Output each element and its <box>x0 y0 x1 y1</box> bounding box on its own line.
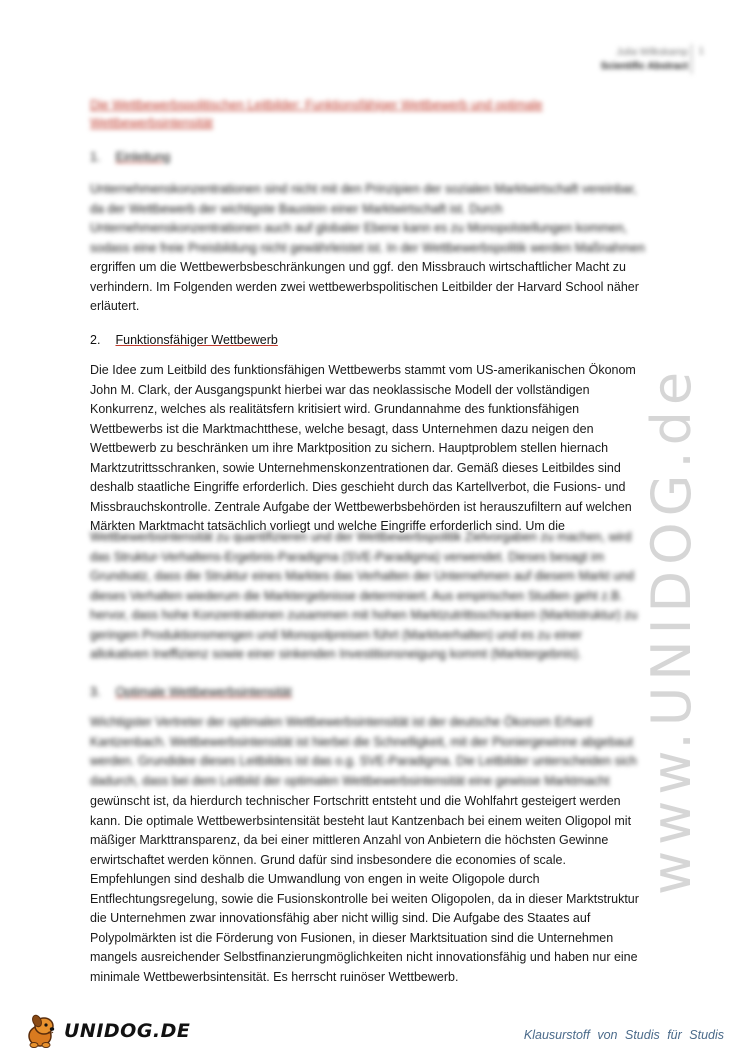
text-line: mangels ausreichender Selbstfinanzierungmöglichkeiten nicht innovationsfähig und haben nur eine <box>90 950 638 964</box>
author-name: Julia Wilkskamp <box>616 47 688 58</box>
section-title: Funktionsfähiger Wettbewerb <box>115 333 278 347</box>
text-line: sodass eine freie Preisbildung nicht gewährleistet ist. In der Wettbewerbspolitik werden Maßnahmen <box>90 240 645 255</box>
text-line: ergriffen um die Wettbewerbsbeschränkungen und ggf. den Missbrauch wirtschaftlicher Macht zu <box>90 260 626 274</box>
paragraph-optimal-intensity <box>90 792 665 987</box>
text-line: Konkurrenz, welches als realitätsfern kritisiert wird. Grundannahme des funktionsfähigen <box>90 402 580 416</box>
text-line: John M. Clark, der Ausgangspunkt hierbei war das neoklassische Modell der vollständigen <box>90 382 590 397</box>
dog-icon <box>22 1012 62 1050</box>
text-line: Märkten Marktmacht tatsächlich vorliegt und welche Eingriffe erforderlich sind. Um die <box>90 519 565 533</box>
section-number: 1. <box>90 150 101 164</box>
text-line: dadurch, dass bei dem Leitbild der optimalen Wettbewerbsintensität eine gewisse Marktmacht <box>90 773 610 788</box>
paragraph-optimal-intensity-blurred <box>90 713 665 791</box>
footer-logo[interactable] <box>22 1012 190 1050</box>
text-line: dieses Verhalten wiederum die Marktergebnisse determiniert. Aus empirischen Studien geht z.B. <box>90 588 623 603</box>
section-heading-optimal-intensity <box>90 683 292 701</box>
paragraph-workable-competition <box>90 361 665 537</box>
text-line: erwirtschaftet werden können. Grund dafür sind insbesondere die economies of scale. <box>90 852 566 867</box>
text-line: Grundsatz, dass die Struktur eines Marktes das Verhalten der Unternehmen auf diesem Markt und <box>90 569 635 583</box>
section-title: Optimale Wettbewerbsintensität <box>115 685 292 699</box>
header-divider <box>691 44 692 74</box>
text-line: hervor, dass hohe Konzentrationen zusammen mit hohen Marktzutrittsschranken (Marktstruktur) zu <box>90 608 638 622</box>
text-line: Entflechtungsregelung, sowie die Fusionskontrolle bei weiten Oligopolen, da in dieser Marktstruktur <box>90 891 639 906</box>
watermark: www.UNIDOG.de <box>640 365 703 895</box>
text-line: Polypolmärkten ist die Förderung von Fusionen, in dieser Marktsituation sind die Unternehmen <box>90 930 614 945</box>
text-line: Missbrauchskontrolle. Zentrale Aufgabe der Wettbewerbsbehörden ist herauszufiltern auf welchen <box>90 499 632 514</box>
text-line: Wettbewerb zu beschränken um ihre Marktposition zu sichern. Hauptproblem stellen hiernach <box>90 441 609 455</box>
footer-slogan: Klausurstoff von Studis für Studis <box>523 1028 724 1042</box>
section-title: Einleitung <box>115 150 171 164</box>
text-line: erläutert. <box>90 299 140 313</box>
text-line: deshalb staatliche Eingriffe erforderlich. Dies geschieht durch das Kartellverbot, die Fusions- und <box>90 480 626 494</box>
text-line: Marktzutrittsschranken, sowie Unternehmenskonzentrationen dar. Gemäß dieses Leitbildes sind <box>90 460 621 475</box>
header-block <box>601 46 688 74</box>
text-line: Die Idee zum Leitbild des funktionsfähigen Wettbewerbs stammt vom US-amerikanischen Ökonom <box>90 363 636 377</box>
text-line: Wettbewerbsintensität zu quantifizieren und der Wettbewerbspolitik Zielvorgaben zu machen, wird <box>90 530 632 544</box>
document-type: Scientific Abstract <box>600 61 688 72</box>
text-line: minimale Wettbewerbsintensität. Es herrscht ruinöser Wettbewerb. <box>90 969 459 984</box>
document-title: Die Wettbewerbspolitischen Leitbilder: Funktionsfähiger Wettbewerb und optimale Wettbewerbsintensität <box>90 98 543 130</box>
text-line: gewünscht ist, da hierdurch technischer Fortschritt entsteht und die Wohlfahrt gesteigert werden <box>90 794 621 808</box>
text-line: Unternehmenskonzentrationen auch auf globaler Ebene kann es zu Monopolstellungen kommen, <box>90 221 628 235</box>
text-line: Empfehlungen sind deshalb die Umwandlung von engen in weite Oligopole durch <box>90 872 540 886</box>
paragraph-introduction <box>90 180 665 317</box>
text-line: da der Wettbewerb der wichtigste Baustein einer Marktwirtschaft ist. Durch <box>90 201 503 216</box>
text-line: Kantzenbach. Wettbewerbsintensität ist hierbei die Schnelligkeit, mit der Pioniergewinne abgebaut <box>90 734 634 749</box>
text-line: verhindern. Im Folgenden werden zwei wettbewerbspolitischen Leitbilder der Harvard School näher <box>90 279 639 294</box>
text-line: das Struktur-Verhaltens-Ergebnis-Paradigma (SVE-Paradigma) verwendet. Dieses besagt im <box>90 549 605 564</box>
paragraph-sve-paradigm-blurred <box>90 528 665 665</box>
text-line: Wichtigster Vertreter der optimalen Wettbewerbsintensität ist der deutsche Ökonom Erhard <box>90 715 593 729</box>
text-line: die Unternehmen zwar innovationsfähig aber nicht willig sind. Die Aufgabe des Staates auf <box>90 911 591 925</box>
text-line: allokativen Ineffizienz sowie einer sinkenden Investitionsneigung kommt (Marktergebnis). <box>90 647 582 661</box>
section-number: 2. <box>90 333 101 347</box>
text-line: kann. Die optimale Wettbewerbsintensität besteht laut Kantzenbach bei einem weiten Oligopol mit <box>90 813 632 828</box>
text-line: Wettbewerbs ist die Marktmachtthese, welche besagt, dass Unternehmen dazu neigen den <box>90 421 594 436</box>
page-number: 1 <box>698 46 704 57</box>
section-heading-workable-competition <box>90 331 278 349</box>
text-line: werden. Grundidee dieses Leitbildes ist das o.g. SVE-Paradigma. Die Leitbilder unterscheiden sich <box>90 754 637 768</box>
section-heading-introduction <box>90 148 170 166</box>
text-line: geringen Produktionsmengen und Monopolpreisen führt (Marktverhalten) und es zu einer <box>90 627 582 642</box>
text-line: mäßiger Markttransparenz, da bei einer mittleren Anzahl von Anbietern die höchsten Gewinne <box>90 833 609 847</box>
text-line: Unternehmenskonzentrationen sind nicht mit den Prinzipien der sozialen Marktwirtschaft vereinbar, <box>90 182 637 196</box>
section-number: 3. <box>90 685 101 699</box>
logo-text: UNIDOG.DE <box>64 1020 191 1042</box>
